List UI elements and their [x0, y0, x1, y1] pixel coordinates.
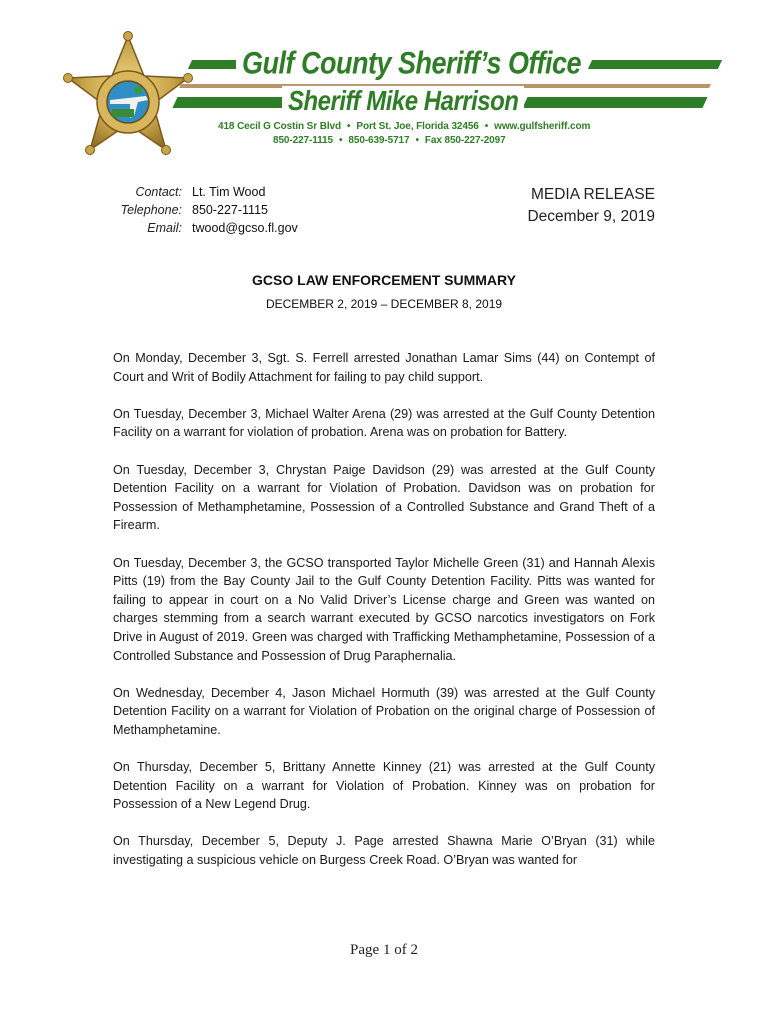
letterhead [0, 0, 768, 170]
telephone-label: Telephone: [120, 203, 182, 217]
page-number: Page 1 of 2 [350, 942, 418, 958]
arrest-paragraph: On Tuesday, December 3, Michael Walter Arena (29) was arrested at the Gulf County Detention Facility on a warrant for violation of probation. Arena was on probation for Battery. [113, 406, 655, 440]
header-stripe-top-right [588, 60, 722, 69]
contact-block [100, 183, 298, 237]
website-link[interactable]: www.gulfsheriff.com [494, 121, 591, 132]
telephone-value: 850-227-1115 [192, 203, 268, 217]
office-title: Gulf County Sheriff’s Office [236, 46, 587, 82]
contact-label: Contact: [135, 185, 182, 199]
summary-date-range: DECEMBER 2, 2019 – DECEMBER 8, 2019 [265, 297, 503, 311]
fax-number: Fax 850-227-2097 [424, 135, 506, 146]
arrest-paragraph: On Monday, December 3, Sgt. S. Ferrell arrested Jonathan Lamar Sims (44) on Contempt of Court and Writ of Bodily Attachment for failing to pay child support. [113, 351, 655, 384]
phone-main: 850-227-1115 [273, 135, 333, 146]
release-date: December 9, 2019 [527, 208, 655, 225]
contact-row [100, 183, 298, 201]
arrest-paragraph: On Thursday, December 5, Brittany Annette Kinney (21) was arrested at the Gulf County Detention Facility on a warrant for Violation of Probation. Kinney was on probation for Possession of a New Legend Drug. [113, 760, 655, 812]
header-stripe-bottom-right [522, 97, 707, 108]
phone-alt: 850-639-5717 [348, 135, 410, 146]
release-block [527, 184, 655, 228]
sheriff-name: Sheriff Mike Harrison [282, 86, 524, 118]
telephone-row [100, 201, 298, 219]
arrest-paragraph: On Wednesday, December 4, Jason Michael Hormuth (39) was arrested at the Gulf County Detention Facility on a warrant for Violation of Probation on the original charge of Possession of Methamphetamine. [113, 685, 655, 737]
release-type: MEDIA RELEASE [530, 186, 655, 203]
address-line-1: 418 Cecil G Costin Sr Blvd • Port St. Joe, Florida 32456 • www.gulfsheriff.com [218, 121, 591, 132]
arrest-paragraph: On Thursday, December 5, Deputy J. Page arrested Shawna Marie O’Bryan (31) while investigating a suspicious vehicle on Burgess Creek Road. O’Bryan was wanted for [113, 834, 655, 868]
contact-name: Lt. Tim Wood [192, 185, 266, 199]
street-address: 418 Cecil G Costin Sr Blvd [218, 121, 341, 132]
address-line-2: 850-227-1115 • 850-639-5717 • Fax 850-227-2097 [273, 135, 506, 146]
document-body [113, 349, 655, 888]
city-state-zip: Port St. Joe, Florida 32456 [356, 121, 479, 132]
arrest-paragraph: On Tuesday, December 3, Chrystan Paige Davidson (29) was arrested at the Gulf County Detention Facility on a warrant for Violation of Probation. Davidson was on probation for Possession of Methamphetamine, Possession of a Controlled Substance and Grand Theft of a Firearm. [113, 462, 655, 533]
email-label: Email: [147, 221, 182, 235]
email-row [100, 219, 298, 237]
arrest-paragraph: On Tuesday, December 3, the GCSO transported Taylor Michelle Green (31) and Hannah Alexis Pitts (19) from the Bay County Jail to the Gulf County Detention Facility. Pitts was wanted for failing to appear in court on a No Valid Driver’s License charge and Green was wanted on charges stemming from a search warrant executed by GCSO narcotics investigators on Fork Drive in August of 2019. Green was charged with Trafficking Methamphetamine, Possession of a Controlled Substance and Possession of Drug Paraphernalia. [113, 555, 655, 663]
email-link[interactable]: twood@gcso.fl.gov [192, 221, 298, 235]
sheriff-star-badge-icon [60, 30, 196, 160]
summary-title: GCSO LAW ENFORCEMENT SUMMARY [252, 272, 516, 288]
